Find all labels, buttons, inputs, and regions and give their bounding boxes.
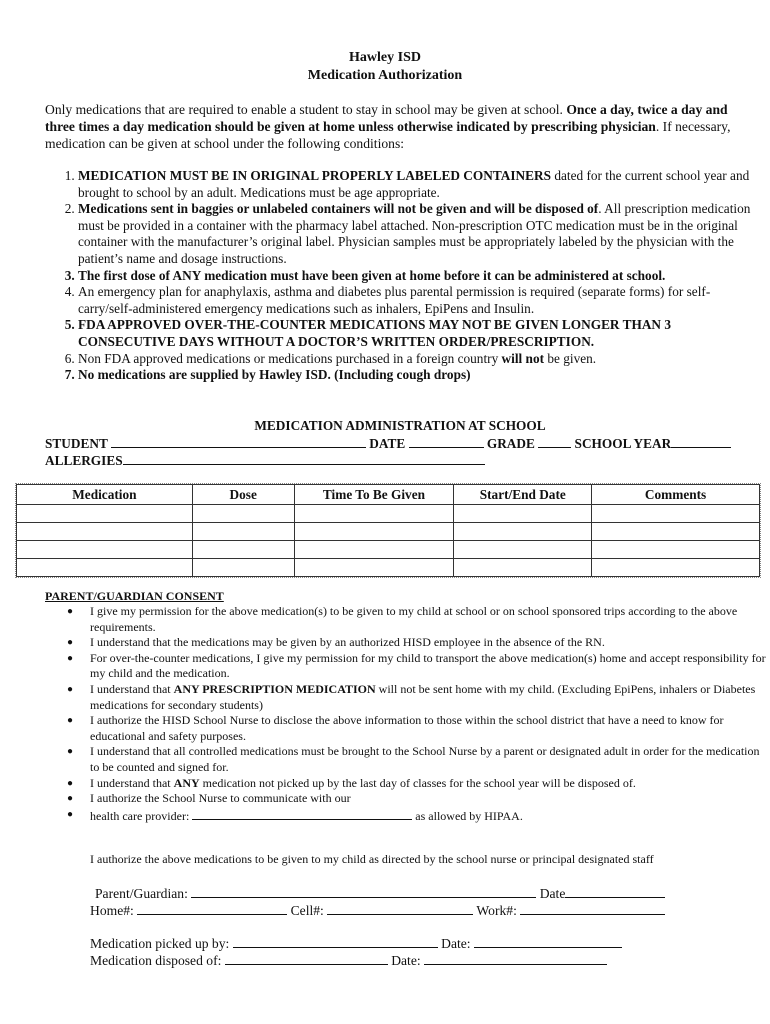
table-cell[interactable] (592, 559, 760, 577)
consent-bold: ANY PRESCRIPTION MEDICATION (173, 681, 376, 696)
consent-item (67, 650, 770, 682)
consent-text: I understand that the medications may be given by an authorized HISD employee in the absence of the RN. (90, 635, 605, 650)
consent-text: For over-the-counter medications, I give my permission for my child to transport the above medication(s) home and accept responsibility for my child and the medication. (90, 650, 766, 681)
condition-bold: MEDICATION MUST BE IN ORIGINAL PROPERLY LABELED CONTAINERS (78, 168, 551, 183)
consent-text: I authorize the School Nurse to communicate with our (90, 791, 351, 806)
bullet-icon: ● (67, 715, 74, 727)
home-label: Home#: (90, 903, 134, 918)
consent-heading: PARENT/GUARDIAN CONSENT (45, 589, 224, 603)
consent-bold: ANY (173, 775, 200, 790)
date-field[interactable] (409, 435, 484, 448)
medication-table (16, 484, 760, 577)
table-cell[interactable] (592, 523, 760, 541)
disposed-label: Medication disposed of: (90, 953, 222, 968)
bullet-icon: ● (67, 808, 74, 820)
consent-text: I understand that (90, 775, 174, 790)
table-row (17, 541, 760, 559)
picked-date-label: Date: (441, 936, 471, 951)
table-cell[interactable] (592, 541, 760, 559)
allergies-row (45, 452, 485, 469)
picked-date-field[interactable] (474, 935, 622, 948)
intro-text-1: Only medications that are required to enable a student to stay in school may be given at school. (45, 102, 567, 117)
provider-field[interactable] (192, 807, 412, 820)
condition-item (78, 317, 758, 350)
student-label: STUDENT (45, 436, 108, 451)
bullet-icon: ● (67, 652, 74, 664)
authorization-statement: I authorize the above medications to be given to my child as directed by the school nurse or principal designated staff (90, 852, 654, 866)
col-header-time: Time To Be Given (294, 485, 454, 505)
parent-date-label: Date (539, 886, 566, 901)
table-cell[interactable] (17, 505, 193, 523)
col-header-dose: Dose (192, 485, 294, 505)
bullet-icon: ● (67, 683, 74, 695)
administration-section-title: MEDICATION ADMINISTRATION AT SCHOOL (254, 418, 546, 433)
table-cell[interactable] (294, 559, 454, 577)
intro-paragraph (45, 101, 735, 152)
consent-text: I give my permission for the above medication(s) to be given to my child at school or on school sponsored trips according to the above requirements. (90, 604, 738, 634)
col-header-medication: Medication (17, 485, 193, 505)
cell-label: Cell#: (290, 903, 324, 918)
work-phone-field[interactable] (520, 902, 665, 915)
form-title: Medication Authorization (307, 68, 463, 83)
allergies-label: ALLERGIES (45, 453, 123, 468)
condition-item (78, 351, 758, 368)
district-title: Hawley ISD (349, 50, 421, 65)
bullet-icon: ● (67, 746, 74, 758)
date-label: DATE (369, 436, 406, 451)
consent-text: I understand that all controlled medications must be brought to the School Nurse by a parent or designated adult in order for the medication to be counted and signed for. (90, 744, 760, 774)
condition-bold: No medications are supplied by Hawley ISD. (Including cough drops) (78, 367, 471, 383)
grade-field[interactable] (538, 435, 571, 448)
table-header-row (17, 485, 760, 505)
disposed-date-label: Date: (391, 953, 421, 968)
table-row (17, 559, 760, 577)
table-cell[interactable] (192, 523, 294, 541)
condition-text: be given. (544, 350, 597, 366)
parent-date-field[interactable] (565, 885, 665, 898)
work-label: Work#: (476, 903, 517, 918)
disposed-date-field[interactable] (424, 952, 607, 965)
allergies-field[interactable] (123, 452, 485, 465)
condition-item (78, 284, 758, 317)
condition-bold: will not (501, 350, 545, 366)
consent-list (45, 604, 770, 824)
col-header-comments: Comments (592, 485, 760, 505)
table-cell[interactable] (192, 559, 294, 577)
table-cell[interactable] (294, 541, 454, 559)
disposed-field[interactable] (225, 952, 388, 965)
phone-row (90, 902, 665, 919)
parent-row (95, 885, 665, 902)
parent-label: Parent/Guardian: (95, 886, 188, 901)
school-year-label: SCHOOL YEAR (574, 436, 672, 451)
condition-item (78, 168, 758, 201)
condition-item (78, 268, 758, 285)
consent-text: I authorize the HISD School Nurse to disclose the above information to those within the school district that have a need to know for educational and safety purposes. (90, 713, 724, 743)
table-cell[interactable] (17, 541, 193, 559)
consent-item (67, 713, 770, 744)
table-row (17, 523, 760, 541)
condition-bold: FDA APPROVED OVER-THE-COUNTER MEDICATIONS MAY NOT BE GIVEN LONGER THAN 3 CONSECUTIVE DAYS WITHOUT A DOCTOR’S WRITTEN ORDER/PRESCRIPTION. (78, 317, 672, 349)
intro-text-2: . If necessary, medication can be given at school under the following conditions: (45, 119, 731, 151)
bullet-icon: ● (67, 793, 74, 805)
consent-item (67, 635, 770, 651)
provider-label: health care provider: (90, 808, 190, 823)
table-row (17, 505, 760, 523)
condition-text: dated for the current school year and brought to school by an adult. Medications must be age appropriate. (78, 168, 750, 200)
bullet-icon: ● (67, 637, 74, 649)
col-header-start-end: Start/End Date (454, 485, 592, 505)
consent-item (67, 681, 770, 713)
condition-text: . All prescription medication must be provided in a container with the pharmacy label attached. Non-prescription OTC medication must be in the original container with the manufacturer’s original label. Physician samples must be appropriately labeled by the physician with the patient’s name and dosage instructions. (78, 201, 751, 266)
consent-item (67, 604, 770, 635)
table-cell[interactable] (294, 505, 454, 523)
picked-up-row (90, 935, 622, 952)
condition-item (78, 201, 758, 267)
table-cell[interactable] (592, 505, 760, 523)
condition-text: Non FDA approved medications or medications purchased in a foreign country (78, 350, 502, 366)
grade-label: GRADE (486, 436, 535, 451)
table-cell[interactable] (454, 505, 592, 523)
provider-suffix: as allowed by HIPAA. (415, 808, 523, 823)
student-field[interactable] (111, 435, 366, 448)
intro-bold-text: Once a day, twice a day and three times a day medication should be given at home unless otherwise indicated by prescribing physician (45, 102, 728, 134)
table-cell[interactable] (192, 505, 294, 523)
disposed-row (90, 952, 607, 969)
consent-text: I understand that (90, 681, 174, 696)
consent-item (67, 775, 770, 792)
table-cell[interactable] (192, 541, 294, 559)
conditions-list (45, 168, 758, 384)
table-cell[interactable] (454, 523, 592, 541)
consent-text: medication not picked up by the last day of classes for the school year will be disposed of. (199, 775, 636, 790)
school-year-field[interactable] (671, 435, 731, 448)
consent-item (67, 791, 770, 807)
consent-text: will not be sent home with my child. (Excluding EpiPens, inhalers or Diabetes medications for secondary students) (90, 681, 756, 712)
picked-up-field[interactable] (233, 935, 438, 948)
consent-item (67, 744, 770, 775)
cell-phone-field[interactable] (327, 902, 473, 915)
condition-bold: The first dose of ANY medication must have been given at home before it can be administered at school. (78, 267, 666, 283)
bullet-icon: ● (67, 606, 74, 617)
table-cell[interactable] (294, 523, 454, 541)
condition-text: An emergency plan for anaphylaxis, asthma and diabetes plus parental permission is required (separate forms) for self-carry/self-administered emergency medications such as inhalers, EpiPens and Insulin. (78, 284, 711, 316)
table-cell[interactable] (454, 559, 592, 577)
home-phone-field[interactable] (137, 902, 287, 915)
picked-up-label: Medication picked up by: (90, 936, 230, 951)
table-cell[interactable] (17, 523, 193, 541)
condition-bold: Medications sent in baggies or unlabeled containers will not be given and will be disposed of (78, 201, 599, 217)
parent-signature-field[interactable] (191, 885, 536, 898)
table-cell[interactable] (454, 541, 592, 559)
condition-item (78, 367, 758, 384)
bullet-icon: ● (67, 777, 74, 789)
student-info-row (45, 435, 731, 452)
table-cell[interactable] (17, 559, 193, 577)
consent-item (67, 807, 770, 825)
